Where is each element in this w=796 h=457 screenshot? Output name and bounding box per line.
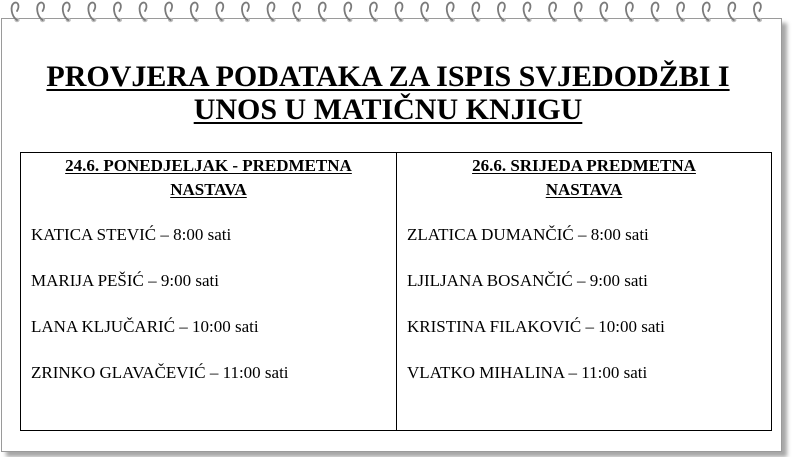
column-header-line-2: NASTAVA bbox=[170, 180, 247, 199]
page-title bbox=[0, 60, 776, 126]
appointment-list bbox=[407, 224, 767, 408]
spiral-coil bbox=[88, 3, 96, 23]
spiral-coil bbox=[652, 3, 660, 23]
spiral-coil bbox=[524, 3, 532, 23]
list-item: KATICA STEVIĆ – 8:00 sati bbox=[31, 225, 232, 244]
spiral-coil bbox=[344, 3, 352, 23]
spiral-coil bbox=[421, 3, 429, 23]
column-header bbox=[21, 154, 396, 202]
spiral-coil bbox=[677, 3, 685, 23]
spiral-coil bbox=[626, 3, 634, 23]
list-item: LANA KLJUČARIĆ – 10:00 sati bbox=[31, 317, 259, 336]
schedule-column-wednesday bbox=[397, 153, 771, 430]
spiral-coil bbox=[268, 3, 276, 23]
column-header-line-1: 26.6. SRIJEDA PREDMETNA bbox=[472, 156, 696, 175]
spiral-coil bbox=[242, 3, 250, 23]
appointment-list bbox=[31, 224, 392, 408]
list-item: KRISTINA FILAKOVIĆ – 10:00 sati bbox=[407, 317, 665, 336]
spiral-coil bbox=[319, 3, 327, 23]
spiral-coil bbox=[600, 3, 608, 23]
spiral-coil bbox=[140, 3, 148, 23]
list-item: MARIJA PEŠIĆ – 9:00 sati bbox=[31, 271, 219, 290]
column-header-line-2: NASTAVA bbox=[545, 180, 623, 199]
list-item: LJILJANA BOSANČIĆ – 9:00 sati bbox=[407, 271, 648, 290]
spiral-coil bbox=[63, 3, 71, 23]
spiral-coil bbox=[472, 3, 480, 23]
column-header bbox=[397, 154, 771, 202]
spiral-binding-icon bbox=[0, 0, 796, 26]
spiral-coil bbox=[754, 3, 762, 23]
spiral-coil bbox=[165, 3, 173, 23]
spiral-coil bbox=[37, 3, 45, 23]
spiral-coil bbox=[396, 3, 404, 23]
spiral-coil bbox=[114, 3, 122, 23]
schedule-table bbox=[20, 152, 772, 431]
spiral-coil bbox=[549, 3, 557, 23]
spiral-coil bbox=[293, 3, 301, 23]
column-header-line-1: 24.6. PONEDJELJAK - PREDMETNA bbox=[65, 156, 352, 175]
spiral-coil bbox=[216, 3, 224, 23]
spiral-coil bbox=[12, 3, 20, 23]
spiral-coil bbox=[498, 3, 506, 23]
spiral-coil bbox=[370, 3, 378, 23]
spiral-coil bbox=[191, 3, 199, 23]
title-line-2: UNOS U MATIČNU KNJIGU bbox=[193, 93, 583, 126]
list-item: ZRINKO GLAVAČEVIĆ – 11:00 sati bbox=[31, 363, 289, 382]
spiral-coil bbox=[575, 3, 583, 23]
spiral-coil bbox=[728, 3, 736, 23]
spiral-coil bbox=[703, 3, 711, 23]
list-item: VLATKO MIHALINA – 11:00 sati bbox=[407, 363, 648, 382]
list-item: ZLATICA DUMANČIĆ – 8:00 sati bbox=[407, 225, 649, 244]
schedule-column-monday bbox=[21, 153, 397, 430]
title-line-1: PROVJERA PODATAKA ZA ISPIS SVJEDODŽBI I bbox=[46, 60, 730, 93]
spiral-coil bbox=[447, 3, 455, 23]
